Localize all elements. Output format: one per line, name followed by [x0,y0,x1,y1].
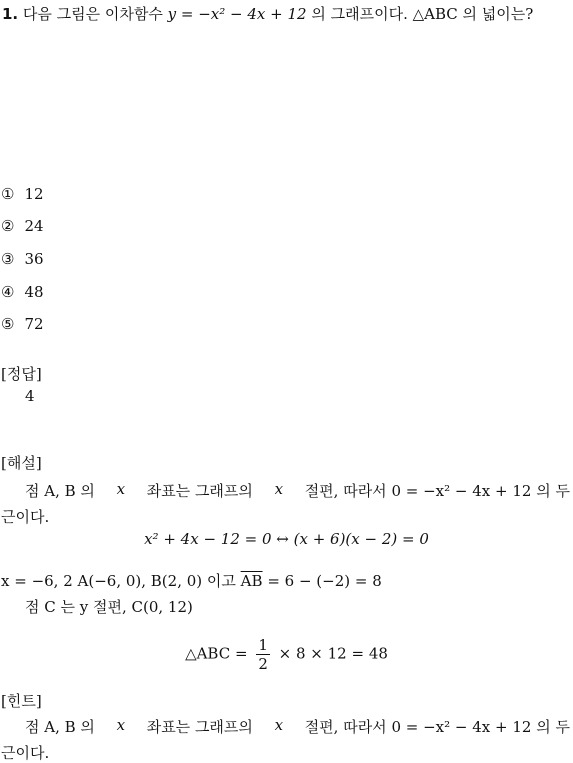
question-number: 1. [2,5,19,23]
explanation-line-2: 근이다. [1,508,50,526]
hint-line-2: 근이다. [1,744,50,762]
choice-value: 72 [24,315,44,333]
explanation-line-3 [1,570,382,591]
answer-value: 4 [25,387,35,405]
choice-mark: ② [1,217,15,235]
variable-x: x [116,716,126,734]
choice-value: 12 [24,185,44,203]
variable-x: x [274,480,284,498]
choice-1[interactable] [1,185,44,203]
explanation-text: 절편, 따라서 0 = −x² − 4x + 12 의 두 [304,482,570,500]
hint-text: 점 A, B 의 [25,718,95,736]
choice-value: 24 [24,217,44,235]
explanation-text: 좌표는 그래프의 [146,482,253,500]
answer-label: [정답] [1,365,42,383]
hint-line-1 [25,716,570,737]
choice-4[interactable] [1,283,44,301]
variable-x: x [116,480,126,498]
choice-mark: ① [1,185,15,203]
fraction-denominator: 2 [258,655,268,673]
explanation-equation-1 [0,530,573,548]
fraction-numerator: 1 [258,636,268,654]
explanation-area-equation [0,636,573,673]
choice-2[interactable] [1,217,44,235]
hint-label: [힌트] [1,692,42,710]
hint-text: 절편, 따라서 0 = −x² − 4x + 12 의 두 [304,718,570,736]
question-text-before: 다음 그림은 이차함수 [22,5,163,23]
area-lhs: △ABC = [185,644,248,663]
question-line [2,3,533,24]
area-rhs: × 8 × 12 = 48 [278,644,388,663]
equation-text: x² + 4x − 12 = 0 ↔ (x + 6)(x − 2) = 0 [144,530,429,548]
explanation-text: = 6 − (−2) = 8 [267,572,382,590]
choice-mark: ⑤ [1,315,15,333]
choice-3[interactable] [1,250,44,268]
fraction-one-half [256,636,270,673]
graph-figure [60,40,510,180]
question-text-after: 의 그래프이다. △ABC 의 넓이는? [311,5,534,23]
explanation-line-1 [25,480,570,501]
hint-text: 좌표는 그래프의 [146,718,253,736]
variable-x: x [274,716,284,734]
explanation-label: [해설] [1,454,42,472]
choice-value: 48 [24,283,44,301]
choice-5[interactable] [1,315,44,333]
question-equation: y = −x² − 4x + 12 [167,5,307,23]
choice-mark: ③ [1,250,15,268]
explanation-text: x = −6, 2 A(−6, 0), B(2, 0) 이고 [1,572,236,590]
segment-ab: $\overline{AB}$ [240,572,263,590]
choice-mark: ④ [1,283,15,301]
choice-value: 36 [24,250,44,268]
explanation-text: 점 A, B 의 [25,482,95,500]
explanation-line-4: 점 C 는 y 절편, C(0, 12) [25,598,193,616]
